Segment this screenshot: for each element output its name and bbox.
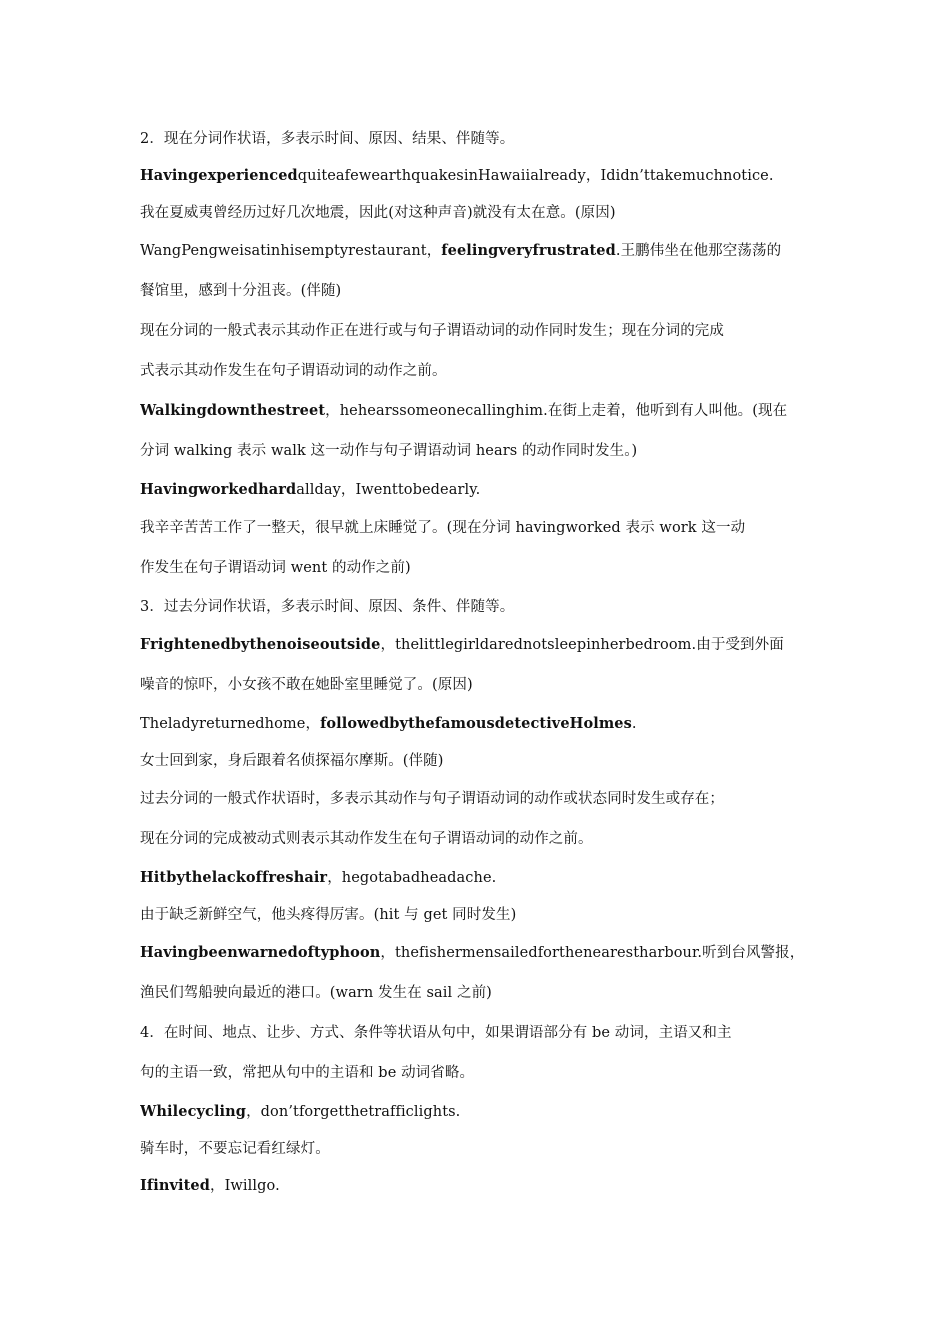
bold-text-segment: Walkingdownthestreet: [140, 402, 326, 419]
bold-text-segment: Whilecycling: [140, 1103, 247, 1120]
text-segment: 2．现在分词作状语，多表示时间、原因、结果、伴随等。: [140, 131, 515, 147]
bold-text-segment: Frightenedbythenoiseoutside: [140, 636, 381, 653]
text-line: [140, 1057, 820, 1097]
text-line: [140, 863, 820, 900]
text-segment: ，hegotabadheadache.: [327, 870, 497, 886]
bold-text-segment: Havingexperienced: [140, 167, 298, 184]
text-line: [140, 900, 820, 937]
text-line: [140, 1171, 820, 1208]
text-segment: ，thefishermensailedforthenearestharbour.听到台风警报，: [380, 945, 805, 961]
text-line: [140, 1017, 820, 1057]
text-line: [140, 709, 820, 746]
text-segment: ，hehearssomeonecallinghim.在街上走着，他听到有人叫他。(现在: [325, 403, 788, 419]
text-segment: ，don’tforgetthetrafficlights.: [246, 1104, 461, 1120]
bold-text-segment: Havingworkedhard: [140, 481, 297, 498]
bold-text-segment: Ifinvited: [140, 1177, 210, 1194]
text-segment: ，thelittlegirldarednotsleepinherbedroom.由于受到外面: [380, 637, 784, 653]
text-segment: 句的主语一致，常把从句中的主语和 be 动词省略。: [140, 1065, 475, 1081]
text-segment: 我辛辛苦苦工作了一整天，很早就上床睡觉了。(现在分词 havingworked 表示 work 这一动: [140, 520, 746, 536]
text-segment: 过去分词的一般式作状语时，多表示其动作与句子谓语动词的动作或状态同时发生或存在；: [140, 791, 724, 807]
text-line: [140, 977, 820, 1017]
text-line: [140, 315, 820, 355]
text-line: [140, 552, 820, 592]
text-segment: 我在夏威夷曾经历过好几次地震，因此(对这种声音)就没有太在意。(原因): [140, 205, 616, 221]
text-segment: ，Iwillgo.: [209, 1178, 280, 1194]
text-segment: 女士回到家，身后跟着名侦探福尔摩斯。(伴随): [140, 753, 444, 769]
text-segment: .: [631, 716, 637, 732]
text-line: [140, 592, 820, 629]
text-segment: 3．过去分词作状语，多表示时间、原因、条件、伴随等。: [140, 599, 515, 615]
text-line: [140, 1134, 820, 1171]
text-line: [140, 435, 820, 475]
text-segment: 由于缺乏新鲜空气，他头疼得厉害。(hit 与 get 同时发生): [140, 907, 517, 923]
text-line: [140, 746, 820, 783]
bold-text-segment: followedbythefamousdetectiveHolmes: [320, 715, 632, 732]
text-line: [140, 124, 820, 161]
text-line: [140, 355, 820, 395]
text-line: [140, 161, 820, 198]
text-line: [140, 475, 820, 512]
text-segment: 渔民们驾船驶向最近的港口。(warn 发生在 sail 之前): [140, 985, 492, 1001]
text-segment: Theladyreturnedhome，: [140, 716, 321, 732]
text-line: [140, 937, 820, 977]
bold-text-segment: Hitbythelackoffreshair: [140, 869, 328, 886]
text-segment: allday，Iwenttobedearly.: [296, 482, 481, 498]
document-body: [140, 124, 820, 1208]
text-segment: 现在分词的完成被动式则表示其动作发生在句子谓语动词的动作之前。: [140, 831, 593, 847]
text-line: [140, 235, 820, 275]
text-segment: 式表示其动作发生在句子谓语动词的动作之前。: [140, 363, 447, 379]
text-segment: 骑车时，不要忘记看红绿灯。: [140, 1141, 330, 1157]
text-line: [140, 395, 820, 435]
text-segment: 4．在时间、地点、让步、方式、条件等状语从句中，如果谓语部分有 be 动词，主语又和主: [140, 1025, 732, 1041]
bold-text-segment: feelingveryfrustrated: [441, 242, 616, 259]
text-line: [140, 512, 820, 552]
text-line: [140, 783, 820, 823]
text-line: [140, 198, 820, 235]
text-line: [140, 275, 820, 315]
text-segment: 分词 walking 表示 walk 这一动作与句子谓语动词 hears 的动作同时发生。): [140, 443, 638, 459]
text-segment: 餐馆里，感到十分沮丧。(伴随): [140, 283, 342, 299]
text-line: [140, 669, 820, 709]
text-line: [140, 629, 820, 669]
bold-text-segment: Havingbeenwarnedoftyphoon: [140, 944, 381, 961]
text-segment: 作发生在句子谓语动词 went 的动作之前): [140, 560, 411, 576]
text-segment: .王鹏伟坐在他那空荡荡的: [615, 243, 782, 259]
text-segment: 噪音的惊吓，小女孩不敢在她卧室里睡觉了。(原因): [140, 677, 473, 693]
text-line: [140, 823, 820, 863]
text-segment: quiteafewearthquakesinHawaiialready，Ididn’ttakemuchnotice.: [297, 168, 774, 184]
text-line: [140, 1097, 820, 1134]
text-segment: WangPengweisatinhisemptyrestaurant，: [140, 243, 442, 259]
text-segment: 现在分词的一般式表示其动作正在进行或与句子谓语动词的动作同时发生；现在分词的完成: [140, 323, 724, 339]
